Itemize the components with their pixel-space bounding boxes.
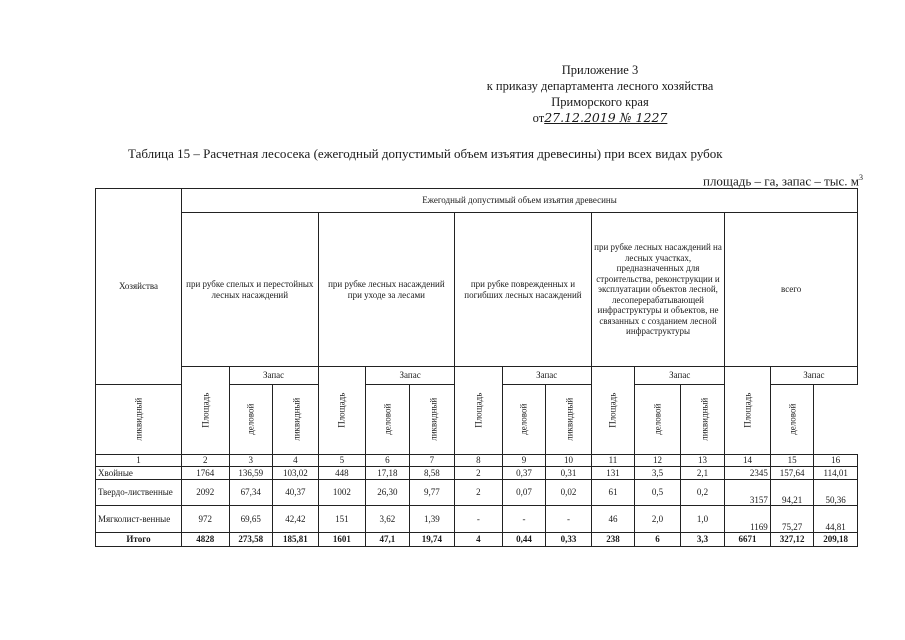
total-row [96,533,858,547]
col-number: 1 [96,455,182,467]
table-cell: 1002 [318,480,366,506]
col-number: 6 [366,455,410,467]
table-cell: - [455,506,503,533]
table-cell: - [502,506,546,533]
handwritten-date-number: 27.12.2019 № 1227 [544,110,668,125]
header-liquid-5-text: ликвидный [699,397,710,442]
table-cell: 42,42 [273,506,319,533]
header-area-5-text: Площадь [742,392,753,429]
header-area-2-text: Площадь [336,392,347,429]
units-sup: 3 [859,173,863,182]
total-cell: 19,74 [409,533,455,547]
table-cell: 157,64 [770,467,814,480]
table-cell: 114,01 [814,467,858,480]
header-business-4-text: деловой [652,403,663,436]
header-liquid-3-text: ликвидный [427,397,438,442]
total-cell: 4828 [182,533,230,547]
total-cell: 47,1 [366,533,410,547]
row-name: Мягколист-венные [96,506,182,533]
header-business-5-text: деловой [786,403,797,436]
header-stock-5: Запас [770,367,857,385]
table-cell: 1,39 [409,506,455,533]
col-number: 12 [635,455,681,467]
row-name: Хвойные [96,467,182,480]
table-cell: 151 [318,506,366,533]
total-cell: 185,81 [273,533,319,547]
table-title: Таблица 15 – Расчетная лесосека (ежегодный допустимый объем изъятия древесины) при всех видах рубок [128,146,723,161]
table-cell: 0,37 [502,467,546,480]
table-cell: - [546,506,592,533]
total-cell: 238 [591,533,635,547]
table-cell: 972 [182,506,230,533]
table-cell: 2,0 [635,506,681,533]
table-cell: 2092 [182,480,230,506]
table-cell: 0,07 [502,480,546,506]
col-number: 2 [182,455,230,467]
table-row [96,467,858,480]
table-cell: 448 [318,467,366,480]
header-business-5 [770,385,814,455]
table-cell: 75,27 [770,506,814,533]
header-cat3: при рубке поврежденных и погибших лесных насаждений [455,213,592,367]
total-cell: 209,18 [814,533,858,547]
appendix-date-line [470,110,730,126]
table-row [96,480,858,506]
header-stock-1: Запас [229,367,318,385]
col-number: 5 [318,455,366,467]
header-cat4: при рубке лесных насаждений на лесных участках, предназначенных для строительства, реконструкции и эксплуатации объектов лесной, лесоперерабатывающей инфраструктуры и объектов, не связанных с созданием лесной инфраструктуры [591,213,725,367]
table-cell: 2 [455,480,503,506]
col-number: 8 [455,455,503,467]
total-label: Итого [96,533,182,547]
header-business-4 [635,385,681,455]
table-cell: 9,77 [409,480,455,506]
col-number: 14 [725,455,771,467]
table-cell: 17,18 [366,467,410,480]
table-cell: 0,5 [635,480,681,506]
table-cell: 69,65 [229,506,273,533]
header-area-4 [591,367,635,455]
header-liquid-1 [96,385,182,455]
header-cat5: всего [725,213,858,367]
col-number: 7 [409,455,455,467]
header-liquid-4-text: ликвидный [564,397,575,442]
appendix-block [470,62,730,126]
header-stock-2: Запас [366,367,455,385]
header-business-1-text: деловой [245,403,256,436]
col-number: 9 [502,455,546,467]
total-cell: 6671 [725,533,771,547]
header-cat2: при рубке лесных насаждений при уходе за лесами [318,213,455,367]
table-cell: 1764 [182,467,230,480]
row-name: Твердо-лиственные [96,480,182,506]
col-number: 16 [814,455,858,467]
table-row [96,506,858,533]
total-cell: 0,33 [546,533,592,547]
appendix-line3: Приморского края [551,95,649,109]
header-business-2-text: деловой [382,403,393,436]
appendix-line1: Приложение 3 [561,63,639,77]
header-area-4-text: Площадь [607,392,618,429]
header-area-1-text: Площадь [200,392,211,429]
table-cell: 40,37 [273,480,319,506]
header-liquid-2-text: ликвидный [291,397,302,442]
table-cell: 3,5 [635,467,681,480]
total-cell: 1601 [318,533,366,547]
table-cell: 2345 [725,467,771,480]
header-business-1 [229,385,273,455]
table-cell: 1169 [725,506,771,533]
table-cell: 94,21 [770,480,814,506]
table-cell: 0,31 [546,467,592,480]
table-cell: 50,36 [814,480,858,506]
table-cell: 8,58 [409,467,455,480]
col-number: 10 [546,455,592,467]
total-cell: 6 [635,533,681,547]
total-cell: 327,12 [770,533,814,547]
table-cell: 3157 [725,480,771,506]
col-number: 11 [591,455,635,467]
col-number: 3 [229,455,273,467]
header-farm: Хозяйства [96,189,182,385]
table-cell: 1,0 [680,506,725,533]
header-liquid-1-text: ликвидный [133,397,144,442]
header-business-3 [502,385,546,455]
header-stock-4: Запас [635,367,725,385]
table-cell: 136,59 [229,467,273,480]
header-area-2 [318,367,366,455]
col-number: 15 [770,455,814,467]
col-number: 13 [680,455,725,467]
table-cell: 3,62 [366,506,410,533]
header-business-2 [366,385,410,455]
table-cell: 2 [455,467,503,480]
appendix-line2: к приказу департамента лесного хозяйства [486,79,714,93]
col-number: 4 [273,455,319,467]
units-text: площадь – га, запас – тыс. м [702,173,859,189]
total-cell: 4 [455,533,503,547]
header-area-3-text: Площадь [473,392,484,429]
forest-cutting-table [95,188,858,547]
total-cell: 273,58 [229,533,273,547]
units-note [703,173,863,189]
header-cat1: при рубке спелых и перестойных лесных насаждений [182,213,319,367]
table-cell: 0,02 [546,480,592,506]
header-area-1 [182,367,230,455]
header-area-3 [455,367,503,455]
table-cell: 103,02 [273,467,319,480]
header-liquid-5 [680,385,725,455]
header-group: Ежегодный допустимый объем изъятия древесины [182,189,858,213]
total-cell: 3,3 [680,533,725,547]
header-stock-3: Запас [502,367,591,385]
table-cell: 44,81 [814,506,858,533]
table-cell: 131 [591,467,635,480]
header-liquid-3 [409,385,455,455]
appendix-date-prefix: от [532,111,545,125]
table-cell: 0,2 [680,480,725,506]
header-liquid-2 [273,385,319,455]
header-area-5 [725,367,771,455]
table-cell: 46 [591,506,635,533]
table-cell: 26,30 [366,480,410,506]
total-cell: 0,44 [502,533,546,547]
table-cell: 2,1 [680,467,725,480]
table-cell: 67,34 [229,480,273,506]
table-cell: 61 [591,480,635,506]
header-business-3-text: деловой [518,403,529,436]
header-liquid-4 [546,385,592,455]
